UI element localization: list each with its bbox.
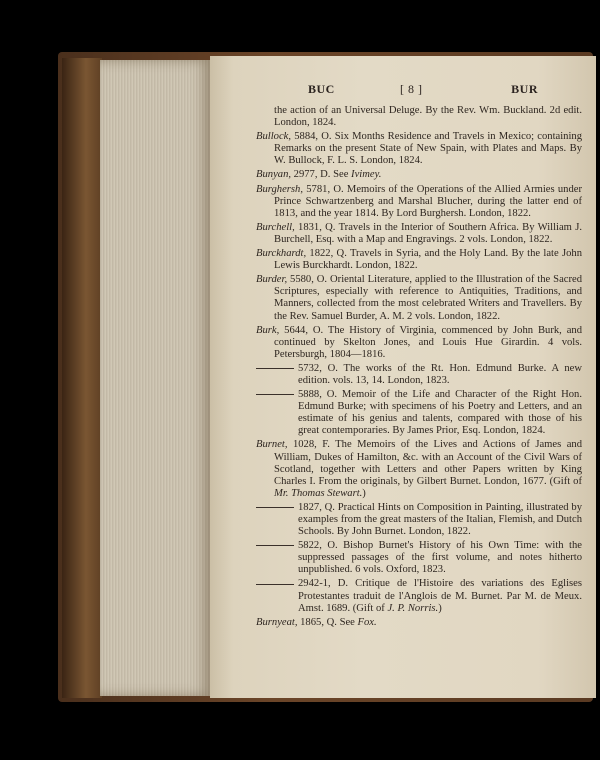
entry-text: 5644, O. The History of Virginia, commenced by John Burk, and continued by Skelton Jones, and Louis Hue Girardin. 4 vols. Petersburgh, 1804—1816. [274,324,582,360]
catalog-entry [256,617,582,629]
running-header [308,82,538,100]
entry-text: 5822, O. Bishop Burnet's History of his Own Time: with the suppressed passages of the first volume, and notes hitherto unpublished. 6 vols. Oxford, 1823. [298,540,582,576]
catalog-entry [256,578,582,614]
ditto-rule [256,368,294,369]
entry-heading: Bullock, [256,131,292,143]
catalog-entry [256,248,582,272]
entry-text: 5732, O. The works of the Rt. Hon. Edmund Burke. A new edition. vols. 13, 14. London, 1823. [298,362,582,386]
entry-tail: ) [438,602,442,614]
catalog-entry [256,540,582,576]
catalog-entry [256,105,582,129]
entry-tail: ) [362,487,366,499]
catalog-entry [256,131,582,167]
book-spine-edge [62,58,102,698]
entry-text: 2977, D. See [291,169,352,181]
entry-text: 1831, Q. Travels in the Interior of Southern Africa. By William J. Burchell, Esq. with a Map and Engravings. 2 vols. London, 1822. [274,221,582,245]
entry-italic-ref: Mr. Thomas Stewart. [274,487,363,499]
catalog-entry [256,439,582,499]
catalog-entry [256,274,582,322]
catalog-entry [256,169,582,181]
catalog-entry [256,502,582,538]
entry-text: 5884, O. Six Months Residence and Travels in Mexico; containing Remarks on the present State of New Spain, with Plates and Maps. By W. Bullock, F. L. S. London, 1824. [274,131,582,167]
entry-heading: Burchell, [256,221,295,233]
ditto-rule [256,394,294,395]
entry-text: 1827, Q. Practical Hints on Composition in Painting, illustrated by examples from the great masters of the Italian, Flemish, and Dutch Schools. By John Burnet. London, 1822. [298,501,582,538]
ditto-rule [256,584,294,585]
entry-text: 1865, Q. See [297,616,358,628]
header-left: BUC [308,82,335,96]
entry-text: 5888, O. Memoir of the Life and Character of the Right Hon. Edmund Burke; with specimens of his Poetry and Letters, and an estimate of his genius and talents, compared with those of his great contemporaries. By James Prior, Esq. London, 1824. [298,389,582,437]
entry-text: 1822, Q. Travels in Syria, and the Holy Land. By the late John Lewis Burckhardt. London, 1822. [274,248,582,272]
catalog-entry [256,363,582,387]
entry-heading: Burckhardt, [256,248,307,260]
header-right: BUR [511,82,538,96]
entry-heading: Burder, [256,274,288,286]
catalog-entry [256,325,582,361]
ditto-rule [256,507,294,508]
entry-text: 1028, F. The Memoirs of the Lives and Actions of James and William, Dukes of Hamilton, &c. with an Account of the Civil Wars of Scotland, together with Letters and other Papers written by King Charles I. From the originals, by Gilbert Burnet. London, 1677. (Gift of [274,439,582,487]
catalog-entry [256,222,582,246]
ditto-rule [256,545,294,546]
entry-heading: Burghersh, [256,183,303,195]
entry-text: 5580, O. Oriental Literature, applied to the Illustration of the Sacred Scriptures, especially with reference to Antiquities, Traditions, and Manners, collected from the most celebrated Writers and Travellers. By the Rev. Samuel Burder, A. M. 2 vols. London, 1822. [274,274,582,322]
entry-text: 2942-1, D. Critique de l'Histoire des variations des Eglises Protestantes traduit de l'Anglois de M. Burnet. Par M. de Meux. Amst. 1689. (Gift of [298,578,582,614]
entry-italic-ref: Ivimey. [351,169,382,181]
entry-heading: Burnyeat, [256,616,298,628]
entry-italic-ref: Fox. [357,616,377,628]
catalog-entry [256,389,582,437]
entry-text: 5781, O. Memoirs of the Operations of the Allied Armies under Prince Schwartzenberg and Marshal Blucher, during the latter end of 1813, and the year 1814. By Lord Burghersh. London, 1822. [274,183,582,219]
entry-heading: Burnet, [256,439,288,451]
catalog-entries [256,105,582,631]
entry-heading: Burk, [256,324,280,336]
page-edges [100,60,212,696]
entry-heading: Bunyan, [256,169,292,181]
entry-text: the action of an Universal Deluge. By the Rev. Wm. Buckland. 2d edit. London, 1824. [274,105,582,129]
page-number: [ 8 ] [400,82,423,96]
entry-italic-ref: J. P. Norris. [387,602,439,614]
catalog-entry [256,184,582,220]
